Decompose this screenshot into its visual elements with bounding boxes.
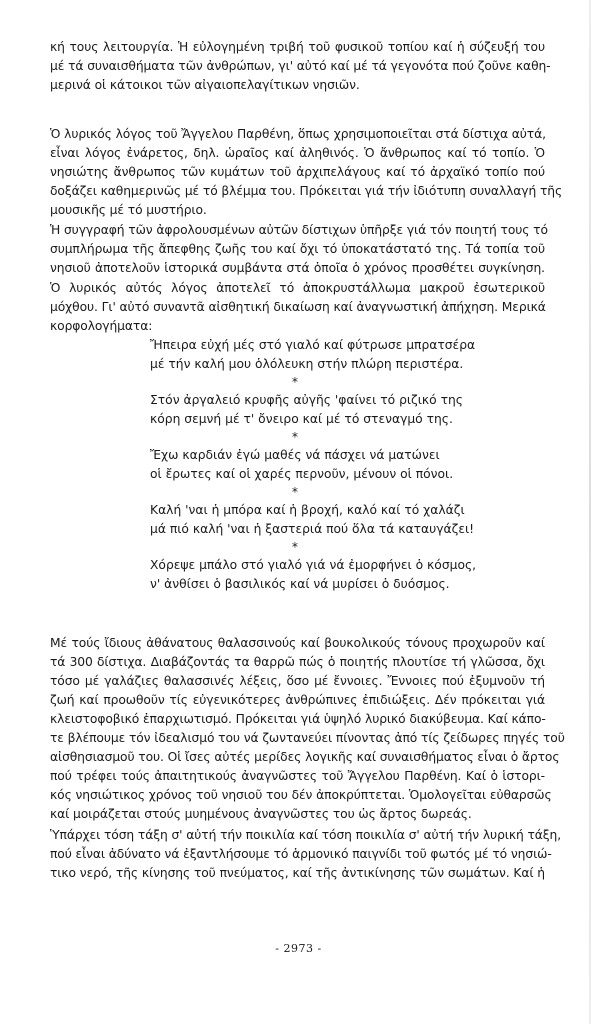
text-line: μόχθου. Γι' αὐτό συναντᾶ αἰσθητική δικαίωση καί ἀναγνωστική ἀπήχηση. Μερικά [50, 300, 546, 314]
text-line: συμπλήρωμα τῆς ἄπεφθης ζωῆς του καί ὄχι τό ὑποκατάστατό της. Τά τοπία τοῦ [50, 242, 545, 256]
text-line: μερινά οἱ κάτοικοι τῶν αἰγαιοπελαγίτικων νησιῶν. [50, 78, 360, 92]
text-line: ζωή καί προωθοῦν τίς εὐγενικότερες ἀνθρώπινες ἐπιδιώξεις. Δέν πρόκειται γιά [50, 693, 545, 707]
poem-line: μά πιό καλή 'ναι ἡ ξαστεριά πού ὅλα τά καταυγάζει! [150, 522, 475, 536]
poem [150, 336, 477, 594]
text-line: τά 300 δίστιχα. Διαβάζοντάς τα θαρρῶ πώς ὁ ποιητής πλουτίσε τή γλῶσσα, ὄχι [50, 655, 545, 669]
text-line: Ὑπάρχει τόση τάξη σ' αὐτή τήν ποικιλία καί τόση ποικιλία σ' αὐτή τήν λυρική τάξη, [50, 828, 562, 842]
poem-line: ν' ἀνθίσει ὁ βασιλικός καί νά μυρίσει ὁ δυόσμος. [150, 577, 450, 591]
text-line: εἶναι λόγος ἐνάρετος, δηλ. ὡραῖος καί ἀληθινός. Ὁ ἄνθρωπος καί τό τοπίο. Ὁ [50, 146, 545, 160]
text-line: πού τρέφει τούς ἀπαιτητικούς ἀναγνῶστες τοῦ Ἄγγελου Παρθένη. Καί ὁ ἱστορι- [50, 769, 545, 783]
text-line: νησιοῦ ἀποτελοῦν ἱστορικά συμβάντα στά ὁποῖα ὁ χρόνος προσθέτει συγκίνηση. [50, 261, 545, 275]
text-line: μουσικῆς μέ τό μυστήριο. [50, 203, 207, 217]
text-line: πού εἶναι ἀδύνατο νά ἐξαντλήσουμε τό ἁρμονικό παιγνίδι τοῦ φωτός μέ τό νησιώ- [50, 847, 552, 861]
poem-line: μέ τήν καλή μου ὁλόλευκη στήν πλώρη περιστέρα. [150, 357, 464, 371]
poem-separator: * [291, 485, 299, 499]
section-3 [50, 221, 548, 278]
section-6 [50, 826, 562, 883]
poem-line: Ἤπειρα εὐχή μές στό γιαλό καί φύτρωσε μπρατσέρα [150, 338, 476, 352]
text-line: δοξάζει καθημερινῶς μέ τό βλέμμα του. Πρόκειται γιά τήν ἰδιότυπη συναλλαγή τῆς [50, 184, 563, 198]
text-line: αἰσθησιασμοῦ του. Οἱ ἴσες αὐτές μερίδες λογικῆς καί συναισθήματος εἶναι ὁ ἄρτος [50, 750, 560, 764]
poem-separator: * [291, 375, 299, 389]
section-2 [50, 125, 563, 220]
text-line: τικο νερό, τῆς κίνησης τοῦ πνεύματος, καί τῆς ἀντικίνησης τῶν σωμάτων. Καί ἡ [50, 866, 545, 880]
text-line: Μέ τούς ἴδιους ἀθάνατους θαλασσινούς καί βουκολικούς τόνους προχωροῦν καί [50, 636, 545, 650]
text-line: νησιώτης ἄνθρωπος τῶν κυμάτων τοῦ ἀρχιπελάγους καί τό ἀρχαϊκό τοπίο πού [50, 165, 545, 179]
text-line: Ὁ λυρικός λόγος τοῦ Ἄγγελου Παρθένη, ὅπως χρησιμοποιεῖται στά δίστιχα αὐτά, [50, 127, 546, 141]
text-line: καί μοιράζεται στούς μυημένους ἀναγνῶστες του ὡς ἄρτος δωρεάς. [50, 807, 472, 821]
section-4 [50, 279, 545, 336]
text-line: κορφολογήματα: [50, 319, 153, 333]
page-edge-shadow [589, 0, 591, 1024]
poem-line: Καλή 'ναι ἡ μπόρα καί ἡ βροχή, καλό καί τό χαλάζι [150, 503, 465, 517]
poem-separator: * [291, 430, 299, 444]
text-line: Ἡ συγγραφή τῶν ἀφρολουσμένων αὐτῶν δίστιχων ὑπῆρξε γιά τόν ποιητή τους τό [50, 223, 548, 237]
poem-line: Χόρεψε μπάλο στό γιαλό γιά νά ἐμορφήνει ὁ κόσμος, [150, 558, 477, 572]
poem-line: Ἔχω καρδιάν ἐγώ μαθές νά πάσχει νά ματώνει [150, 448, 440, 462]
text-line: τόσο μέ γαλάζιες θαλασσινές λέξεις, ὅσο μέ ἔννοιες. Ἔννοιες πού ἐξυμνοῦν τή [50, 674, 545, 688]
text-line: κλειστοφοβικό ἐπαρχιωτισμό. Πρόκειται γιά ὑψηλό λυρικό διακύβευμα. Καί κάπο- [50, 712, 546, 726]
poem-line: Στόν ἀργαλειό κρυφῆς αὐγῆς 'φαίνει τό ριζικό της [150, 393, 463, 407]
page-number: - 2973 - [275, 942, 322, 955]
section-1 [50, 38, 551, 95]
text-line: κός νησιώτικος χρόνος τοῦ νησιοῦ του δέν ἀποκρύπτεται. Ὁμολογεῖται εὐθαρσῶς [50, 788, 552, 802]
text-line: τε βλέπουμε τόν ἰδεαλισμό του νά ζωντανεύει πίνοντας ἀπό τίς ζείδωρες πηγές τοῦ [50, 731, 565, 745]
text-line: Ὁ λυρικός αὐτός λόγος ἀποτελεῖ τό ἀποκρυστάλλωμα μακροῦ ἐσωτερικοῦ [50, 281, 545, 295]
poem-separator: * [291, 540, 299, 554]
text-line: μέ τά συναισθήματα τῶν ἀνθρώπων, γι' αὐτό καί μέ τά γεγονότα πού ζοῦνε καθη- [50, 59, 551, 73]
text-line: κή τους λειτουργία. Ἡ εὐλογημένη τριβή τοῦ φυσικοῦ τοπίου καί ἡ σύζευξή του [50, 40, 545, 54]
poem-line: κόρη σεμνή μέ τ' ὄνειρο καί μέ τό στεναγμό της. [150, 412, 453, 426]
section-5 [50, 634, 565, 824]
poem-line: οἱ ἔρωτες καί οἱ χαρές περνοῦν, μένουν οἱ πόνοι. [150, 467, 454, 481]
